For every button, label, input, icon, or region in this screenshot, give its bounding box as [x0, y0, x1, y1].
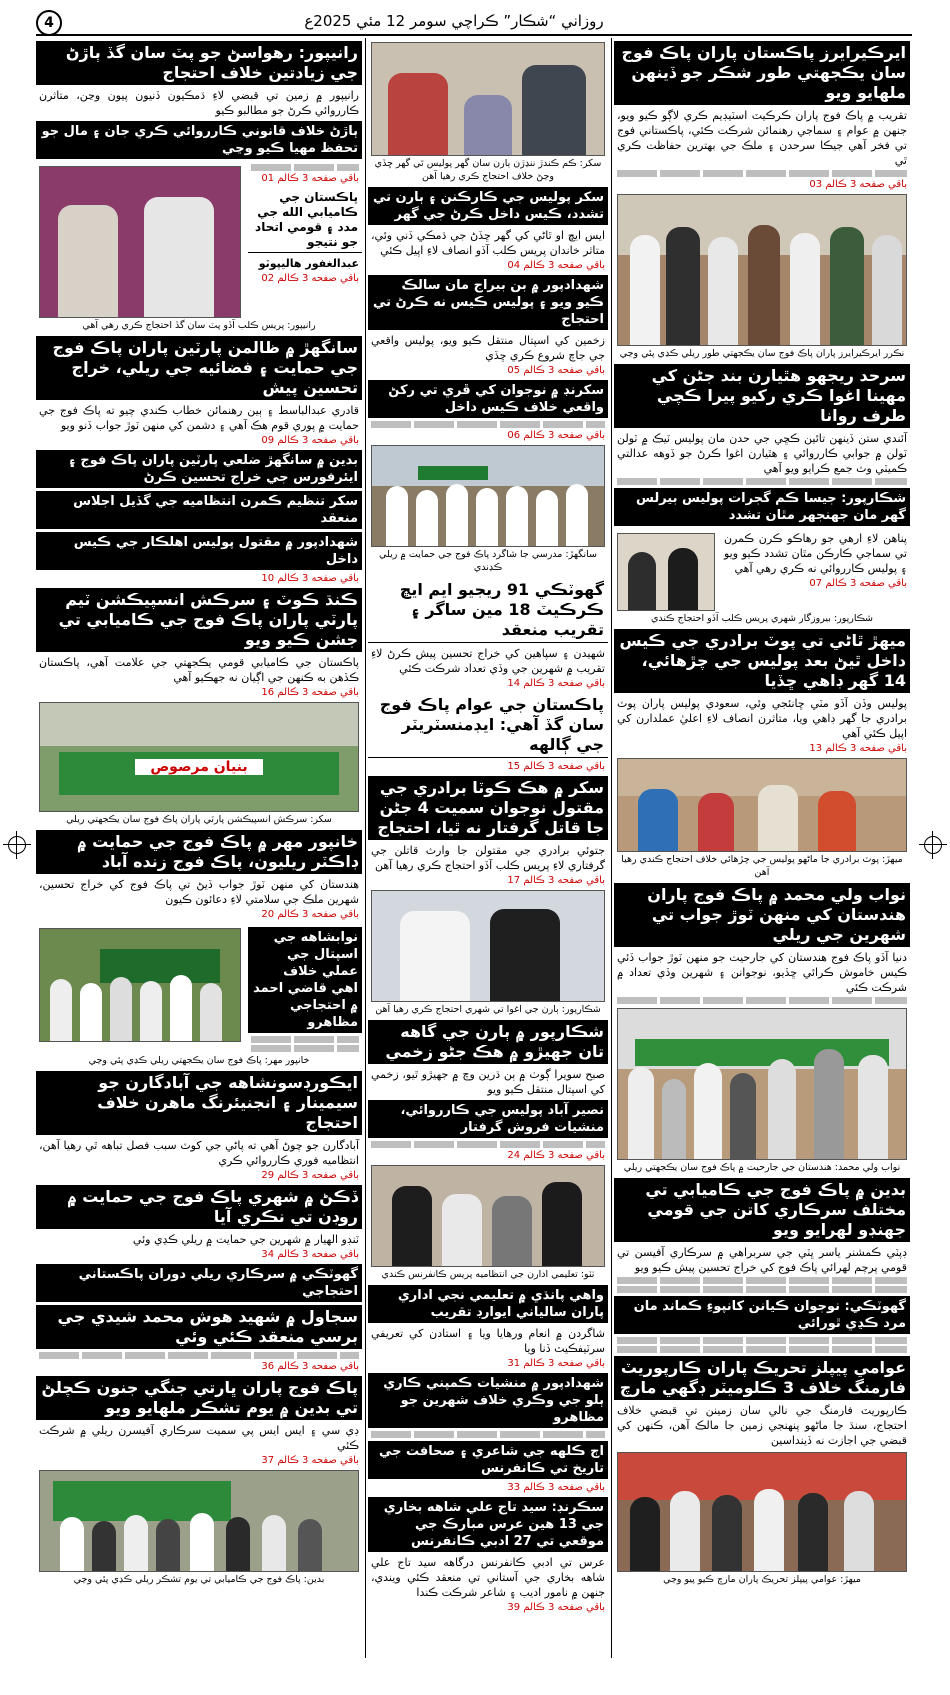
continued-ref: باقي صفحه 3 ڪالم 05: [507, 365, 605, 376]
column-divider: [611, 38, 612, 1658]
headline: ڏڪڻ ۾ شهري پاڪ فوج جي حمايت ۾ روڊن تي نڪري آيا: [36, 1185, 362, 1229]
news-photo: [617, 758, 907, 852]
sub-headline: شهدادپور ۾ مقتول پوليس اهلڪار جي ڪيس داخل: [36, 532, 362, 570]
headline: عوامي پيپلز تحريڪ پاران ڪارپوريٽ فارمنگ خلاف 3 ڪلوميٽر ڊگهي مارچ: [614, 1356, 910, 1400]
text-lines: [251, 164, 359, 171]
headline: شڪارپور ۾ ٻارن جي گاهه تان جهيڙو ۾ هڪ جڻو زخمي: [368, 1020, 608, 1064]
headline: سکر پوليس جي ڪارڪنن ۽ ٻارن تي تشدد، ڪيس داخل ڪرڻ جي گهر: [368, 187, 608, 225]
headline: سکر ۾ هڪ ڪوٽا برادري جي مقتول نوجوان سميت 4 جڻن جا قاتل گرفتار نه ٿيا، احتجاج: [368, 776, 608, 840]
masthead: [36, 12, 912, 36]
article-text: صبح سويرا ڳوٺ ۾ ٻن ڌرين وچ ۾ جهيڙو ٿيو، زخمي کي اسپتال منتقل ڪيو ويو: [371, 1068, 605, 1096]
sub-headline: سکر تنظيم ڪمرن انتظاميه جي گڏيل اجلاس منعقد: [36, 491, 362, 529]
continued-ref: باقي صفحه 3 ڪالم 39: [507, 1602, 605, 1613]
article-text: رانيپور ۾ زمين تي قبضي لاءِ ڌمڪيون ڏنيون پيون وڃن، متاثرن ڪارروائي ڪرڻ جو مطالبو ڪيو: [39, 89, 359, 117]
headline: شهدادپور ۾ بن بيراج مان سالڪ ڪيو ويو ۽ پوليس ڪيس نه ڪرڻ تي احتجاج: [368, 275, 608, 330]
text-lines: [617, 478, 907, 485]
photo-caption: سانگهڙ: مدرسي جا شاگرد پاڪ فوج جي حمايت ۾ ريلي ڪڍندي: [379, 549, 597, 573]
banner-text: بنيان مرصوص: [135, 759, 262, 775]
headline: سکرنڊ ۾ نوجوان کي ڦري تي رکڻ واقعي خلاف ڪيس داخل: [368, 380, 608, 418]
continued-ref: باقي صفحه 3 ڪالم 17: [507, 875, 605, 886]
photo-caption: شڪارپور: بيروزگار شهري پريس ڪلب آڏو احتجاج ڪندي: [650, 613, 873, 624]
news-photo: [371, 890, 605, 1002]
photo-caption: نواب ولي محمد: هندستان جي جارحيت ۾ پاڪ فوج سان يڪجهتي ريلي: [623, 1162, 901, 1173]
text-lines: [617, 997, 907, 1004]
continued-ref: باقي صفحه 3 ڪالم 29: [261, 1170, 359, 1181]
news-photo: [617, 1452, 907, 1572]
news-photo: [617, 1008, 907, 1160]
continued-ref: باقي صفحه 3 ڪالم 04: [507, 260, 605, 271]
continued-ref: باقي صفحه 3 ڪالم 07: [809, 578, 907, 589]
news-photo: [617, 194, 907, 346]
text-lines: [617, 1346, 907, 1353]
sub-headline: ٻاڙڻ خلاف قانوني ڪارروائي ڪري جان ۽ مال جو تحفظ مهيا ڪيو وڃي: [36, 121, 362, 159]
continued-ref: باقي صفحه 3 ڪالم 34: [261, 1249, 359, 1260]
headline: اڄ ڪلهه جي شاعري ۽ صحافت جي تاريخ تي ڪانفرنس: [368, 1441, 608, 1479]
article-text: جتوئي برادري جي مقتولن جا وارث قاتلن جي گرفتاري لاءِ پريس ڪلب آڏو احتجاج ڪري رهيا آهن: [371, 844, 605, 872]
photo-caption: رانيپور: پريس ڪلب آڏو پٽ سان گڏ احتجاج ڪري رهي آهي: [82, 320, 316, 331]
article-text: پوليس وڏن آڏو مٽي ڇانئجي وئي، سعودي پوليس پاران پوٽ برادري جا گهر ڊاهي ويا، متاثرن انصاف لاءِ اعليٰ عملدارن کي اپيل ڪئي آهي: [617, 697, 907, 740]
sub-headline: بدين ۾ سانگهڙ ضلعي پارٽين پاران پاڪ فوج ۽ ايئرفورس جي خراج تحسين ڪرڻ: [36, 450, 362, 488]
photo-caption: ميهڙ: پوٽ برادري جا ماڻهو پوليس جي چڙهائي خلاف احتجاج ڪندي رهيا آهن: [621, 854, 903, 878]
registration-mark: [924, 836, 942, 854]
photo-caption: بدين: پاڪ فوج جي ڪاميابي تي يوم تشڪر ريلي ڪڍي پئي وڃي: [73, 1574, 325, 1585]
article-text: ايس ايڇ او ٿاڻي کي گهر ڇڏڻ جي ڌمڪي ڏني وئي، متاثر خاندان پريس ڪلب آڏو انصاف لاءِ اپيل ڪئي: [371, 229, 605, 257]
article-text: زخمين کي اسپتال منتقل ڪيو ويو، پوليس واقعي جي جاچ شروع ڪري ڇڏي: [371, 334, 605, 362]
photo-caption: خانپور مهر: پاڪ فوج سان يڪجهتي ريلي ڪڍي پئي وڃي: [88, 1055, 310, 1066]
article-text: ڪارپوريٽ فارمنگ جي نالي سان زمينن تي قبضي خلاف احتجاج، سنڌ جا ماڻهو پنهنجي زمين جا مالڪ آهن، ڪنهن کي قبضي جي اجازت نه ڏينداسين: [617, 1404, 907, 1447]
news-photo: [371, 445, 605, 547]
article-text: پناهن لاءِ ارهي جو رهاڪو ڪرن ڪمرن تي سماجي ڪارڪن مٿان تشدد ڪيو ويو ۽ پوليس ڪارروائي نه ڪري رهي آهي: [724, 532, 907, 575]
news-photo: [39, 702, 359, 812]
photo-caption: ميهڙ: عوامي پيپلز تحريڪ پاران مارچ ڪيو پيو وڃي: [663, 1574, 861, 1585]
page-number: 4: [36, 10, 62, 36]
continued-ref: باقي صفحه 3 ڪالم 24: [507, 1150, 605, 1161]
news-photo: [371, 42, 605, 156]
photo-caption: ٺٽو: تعليمي ادارن جي انتظاميه پريس ڪانفرنس ڪندي: [381, 1269, 595, 1280]
headline: ڪنڌ ڪوٽ ۽ سرڪش انسپيڪشن ٽيم پارٽي پاران پاڪ فوج جي ڪاميابي تي جشن ڪيو ويو: [36, 588, 362, 652]
text-lines: [39, 1352, 359, 1359]
headline: نصير آباد پوليس جي ڪارروائي، منشيات فروش گرفتار: [368, 1100, 608, 1138]
headline: سانگهڙ ۾ ظالمن پارٽين پاران پاڪ فوج جي حمايت ۽ فضائيه جي ريلي، خراج تحسين پيش: [36, 336, 362, 400]
column-divider: [365, 38, 366, 1658]
article-text: تقريب ۾ پاڪ فوج پاران ڪرڪيٽ اسٽيڊيم ڪري لاڳو ڪيو ويو، جنهن ۾ عوام ۽ سماجي رهنمائن شرڪت ڪئي، پاڪستاني فوج تي فخر آهي جيڪا سرحدن ۽ ملڪ جي بهترين حفاظت ڪري ٿي: [617, 109, 907, 167]
text-lines: [617, 1277, 907, 1284]
headline: سجاول ۾ شهيد هوش محمد شيدي جي برسي منعقد ڪئي وئي: [36, 1305, 362, 1349]
article-text: ٽنڊو الهيار ۾ شهرين جي حمايت ۾ ريلي ڪڍي وئي: [132, 1233, 359, 1246]
continued-ref: باقي صفحه 3 ڪالم 06: [507, 430, 605, 441]
continued-ref: باقي صفحه 3 ڪالم 20: [261, 909, 359, 920]
photo-caption: سکر: ڪم ڪندڙ ننڍڙن ٻارن سان گهر پوليس ٿي گهر ڇڏي وڃڻ خلاف احتجاج ڪري رهيا آهن: [374, 158, 602, 182]
sub-headline: گهوٽڪي ۾ سرڪاري ريلي دوران پاڪستاني احتجاجي: [36, 1264, 362, 1302]
sub-headline: نوابشاهه جي اسپتال جي عملي خلاف اهي قاضي احمد ۾ احتجاجي مظاهرو: [248, 927, 362, 1033]
headline: پاڪستان جي عوام پاڪ فوج سان گڏ آهي: ايڊمنسٽريٽر جي ڳالهه: [368, 693, 608, 758]
continued-ref: باقي صفحه 3 ڪالم 01: [261, 173, 359, 184]
continued-ref: باقي صفحه 3 ڪالم 09: [261, 435, 359, 446]
headline: سڪرنڊ: سيد تاج علي شاهه بخاري جي 13 هين عرس مبارڪ جي موقعي تي 27 ادبي ڪانفرنس: [368, 1497, 608, 1552]
text-lines: [371, 421, 605, 428]
continued-ref: باقي صفحه 3 ڪالم 10: [261, 573, 359, 584]
continued-ref: باقي صفحه 3 ڪالم 13: [809, 743, 907, 754]
continued-ref: باقي صفحه 3 ڪالم 15: [507, 761, 605, 772]
article-text: شاگردن ۾ انعام ورهايا ويا ۽ استادن کي تعريفي سرٽيفڪيٽ ڏنا ويا: [371, 1327, 605, 1355]
news-photo: [39, 1470, 359, 1572]
text-lines: [251, 1045, 359, 1052]
continued-ref: باقي صفحه 3 ڪالم 31: [507, 1358, 605, 1369]
article-text: آئندي ستن ڏينهن تائين ڪڇي جي حدن مان پوليس ٽيڪ ۾ ٽولن ٽولن ۾ جوابي ڪارروائي ۽ هٿيارن اغوا ڪرڻ جو ڏوهه عدالتي ڪميٽي وٽ جمع ڪرايو ويو آهي: [617, 432, 907, 475]
text-lines: [617, 1286, 907, 1293]
photo-caption: شڪارپور: ٻارن جي اغوا تي شهري احتجاج ڪري رهيا آهن: [375, 1004, 601, 1015]
headline: شڪارپور: جيسا ڪم گجرات پوليس بيرلس گهر مان جهنجهر مٿان تشدد: [614, 488, 910, 526]
text-lines: [371, 1141, 605, 1148]
headline: رانيپور: رهواسڻ جو پٽ سان گڏ ٻاڙڻ جي زيادتين خلاف احتجاج: [36, 41, 362, 85]
news-photo: [39, 166, 241, 318]
registration-mark: [8, 836, 26, 854]
sub-headline: پاڪستان جي ڪاميابي الله جي مدد ۽ قومي اتحاد جو نتيجو: [248, 188, 362, 253]
continued-ref: باقي صفحه 3 ڪالم 02: [261, 273, 359, 284]
text-lines: [371, 1431, 605, 1438]
article-text: عرس تي ادبي ڪانفرنس درگاهه سيد تاج علي شاهه بخاري جي آستاني تي منعقد ڪئي ويندي، جنهن ۾ نامور اديب ۽ شاعر شرڪت ڪندا: [371, 1556, 605, 1599]
headline: سرحد ريجهو هٿيارن بند جڻن کي مهينا اغوا ڪري رکيو پيرا ڪچي طرف روانا: [614, 364, 910, 428]
article-text: ڊپٽي ڪمشنر ياسر ڀٽي جي سربراهي ۾ سرڪاري آفيسن تي قومي پرچم لهرائي پاڪ فوج کي خراج تحسين پيش ڪيو ويو: [617, 1246, 907, 1274]
headline: پاڪ فوج پاران ڀارتي جنگي جنون ڪچلڻ تي بدين ۾ يوم تشڪر ملهايو ويو: [36, 1376, 362, 1420]
article-text: ڊي سي ۽ ايس ايس پي سميت سرڪاري آفيسرن ريلي ۾ شرڪت ڪئي: [39, 1424, 359, 1452]
text-lines: [617, 1337, 907, 1344]
right-column: [614, 38, 910, 1658]
news-photo: [617, 533, 715, 611]
continued-ref: باقي صفحه 3 ڪالم 33: [507, 1482, 605, 1493]
headline: گهوٽڪي 91 ريجيو ايم ايڇ ڪرڪيٽ 18 مين ساگر ۽ تقريب منعقد: [368, 578, 608, 643]
headline: شهدادپور ۾ منشيات ڪمپني ڪاري ٻلو جي وڪري خلاف شهرين جو مظاهرو: [368, 1373, 608, 1428]
photo-caption: نڪرر ايرڪيرايرز پاران پاڪ فوج سان يڪجهتي طور ريلي ڪڍي پئي وڃي: [619, 348, 905, 359]
headline: ايرڪيرايرز پاڪستان پاران پاڪ فوج سان يڪجهتي طور شڪر جو ڏينهن ملهايو ويو: [614, 41, 910, 105]
continued-ref: باقي صفحه 3 ڪالم 03: [809, 179, 907, 190]
headline: خانپور مهر ۾ پاڪ فوج جي حمايت ۾ ڊاڪٽر ريليون، پاڪ فوج زنده آباد: [36, 830, 362, 874]
headline: گهوٽڪي: نوجوان ڪيانن کانپوءِ ڪماند مان مرد ڪڍي ٿورائي: [614, 1296, 910, 1334]
headline: ايڪورڊسونشاهه جي آبادگارن جو سيمينار ۽ انجنيئرنگ ماهرن خلاف احتجاج: [36, 1071, 362, 1135]
text-lines: [617, 170, 907, 177]
masthead-title: روزاني “شڪار” ڪراچي سومر 12 مئي 2025ع: [304, 12, 604, 30]
continued-ref: باقي صفحه 3 ڪالم 14: [507, 678, 605, 689]
headline: نواب ولي محمد ۾ پاڪ فوج پاران هندستان کي منهن ٽوڙ جواب تي شهرين جي ريلي: [614, 883, 910, 947]
text-lines: [251, 1036, 359, 1043]
middle-column: [368, 38, 608, 1658]
article-text: هندستان کي منهن ٽوڙ جواب ڏيڻ تي پاڪ فوج کي خراج تحسين، شهرين ملڪ جي سلامتي لاءِ دعائون ڪيون: [39, 878, 359, 906]
news-photo: [371, 1165, 605, 1267]
headline: ميهڙ ٿاڻي تي پوٽ برادري جي ڪيس داخل ٿيڻ بعد پوليس جي چڙهائي، 14 گهر ڊاهي ڇڏيا: [614, 629, 910, 693]
news-photo: [39, 928, 241, 1042]
continued-ref: باقي صفحه 3 ڪالم 36: [261, 1361, 359, 1372]
byline: عبدالغفور هاليپوٽو: [258, 257, 359, 270]
headline: واهي پانڌي ۾ تعليمي نجي اداري پاران سالياني ايوارڊ تقريب: [368, 1285, 608, 1323]
article-text: دنيا آڏو پاڪ فوج هندستان کي جارحيت جو منهن ٽوڙ جواب ڏئي ڪيس خاموش ڪرائي ڇڏيو، نوجوانن ۽ شهرين وڏي تعداد ۾ شرڪت ڪئي: [617, 951, 907, 994]
headline: بدين ۾ پاڪ فوج جي ڪاميابي تي مختلف سرڪاري کاتن جي قومي جهنڊو لهرايو ويو: [614, 1178, 910, 1242]
photo-caption: سکر: سرڪش انسپيڪشن پارٽي پاران پاڪ فوج سان يڪجهتي ريلي: [66, 814, 332, 825]
left-column: [36, 38, 362, 1658]
article-text: پاڪستان جي ڪاميابي قومي يڪجهتي جي علامت آهي، پاڪستان ڪڏهن به ڪنهن جي اڳيان نه جهڪيو آهي: [39, 656, 359, 684]
continued-ref: باقي صفحه 3 ڪالم 37: [261, 1455, 359, 1466]
article-text: شهيدن ۽ سپاهين کي خراج تحسين پيش ڪرڻ لاءِ تقريب ۾ شهرين جي وڏي تعداد شرڪت ڪئي: [371, 647, 605, 675]
continued-ref: باقي صفحه 3 ڪالم 16: [261, 687, 359, 698]
article-text: قادري عبدالباسط ۽ ٻين رهنمائن خطاب ڪندي چيو ته پاڪ فوج جي حمايت ۾ پوري قوم هڪ آهي ۽ دشمن کي منهن ٽوڙ جواب ڏنو ويو: [39, 404, 359, 432]
article-text: آبادگارن جو چوڻ آهي ته پاڻي جي کوٽ سبب فصل تباهه ٿي رهيا آهن، انتظاميه فوري ڪارروائي ڪري: [39, 1139, 359, 1167]
